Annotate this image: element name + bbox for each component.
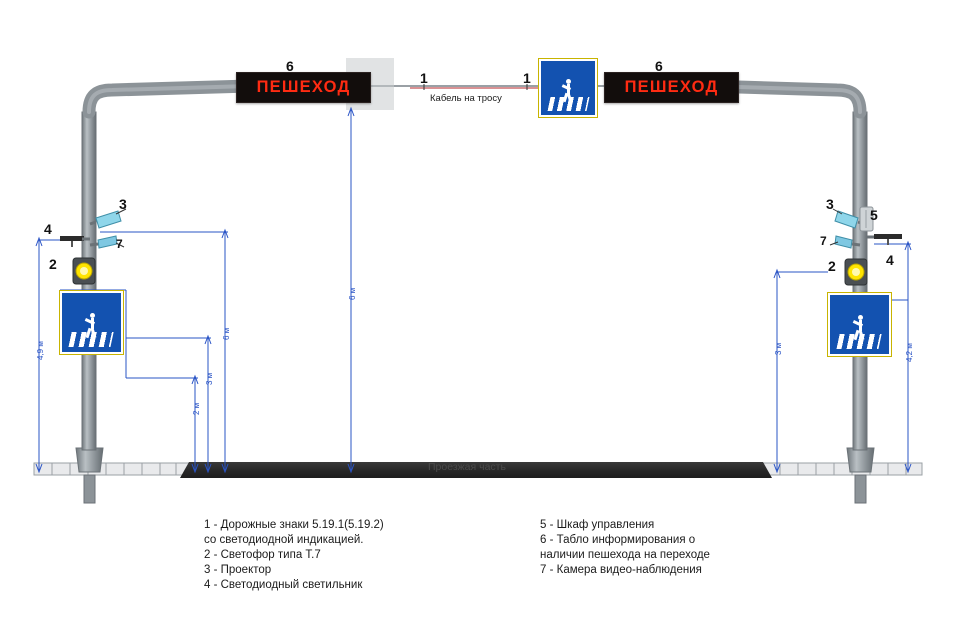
legend-left-column xyxy=(204,518,384,593)
callout-2-right: 2 xyxy=(828,258,836,274)
legend-item-3: 3 - Проектор xyxy=(204,564,272,576)
legend-item-6: 6 - Табло информирования о xyxy=(540,534,696,546)
callout-7-right: 7 xyxy=(820,234,827,248)
dim-left-2m: 2 м xyxy=(192,402,201,415)
legend-item-5: 5 - Шкаф управления xyxy=(540,519,655,531)
pedestrian-sign-right xyxy=(827,292,892,357)
info-board-right-text: ПЕШЕХОД xyxy=(624,78,719,96)
callout-3-right: 3 xyxy=(826,196,834,212)
legend-item-2: 2 - Светофор типа Т.7 xyxy=(204,549,321,561)
callout-6-right: 6 xyxy=(655,58,663,74)
dim-center-6m: 6 м xyxy=(348,287,357,300)
dim-left-4-9m: 4,9 м xyxy=(36,341,45,360)
dim-right-3m: 3 м xyxy=(774,342,783,355)
traffic-signal-right xyxy=(845,259,867,285)
callout-1-right: 1 xyxy=(523,70,531,86)
dim-left-3m: 3 м xyxy=(205,372,214,385)
legend-item-1: 1 - Дорожные знаки 5.19.1(5.19.2) xyxy=(204,519,384,531)
callout-4-right: 4 xyxy=(886,252,894,268)
callout-3-left: 3 xyxy=(119,196,127,212)
pedestrian-sign-overhead xyxy=(538,58,598,118)
callout-7-left: 7 xyxy=(116,237,123,251)
legend-item-7: 7 - Камера видео-наблюдения xyxy=(540,564,702,576)
traffic-signal-left xyxy=(73,258,95,284)
callout-6-left: 6 xyxy=(286,58,294,74)
dim-right-4-2m: 4,2 м xyxy=(905,343,914,362)
info-board-left xyxy=(236,72,371,103)
legend-right-column xyxy=(540,518,710,578)
legend-item-4: 4 - Светодиодный светильник xyxy=(204,579,363,591)
dim-left-6m: 6 м xyxy=(222,327,231,340)
dimension-right-group xyxy=(774,242,911,472)
info-board-left-text: ПЕШЕХОД xyxy=(256,78,351,96)
luminaire-right xyxy=(867,234,902,245)
sidewalk-right xyxy=(762,463,922,475)
callout-leaders xyxy=(116,84,842,247)
legend-item-1-cont: со светодиодной индикацией. xyxy=(204,534,364,546)
roadway-label: Проезжая часть xyxy=(428,461,506,473)
cable-label: Кабель на тросу xyxy=(430,93,502,104)
info-board-right xyxy=(604,72,739,103)
callout-2-left: 2 xyxy=(49,256,57,272)
legend-item-6-cont: наличии пешехода на переходе xyxy=(540,549,710,561)
callout-4-left: 4 xyxy=(44,221,52,237)
callout-5-right: 5 xyxy=(870,207,878,223)
callout-1-left: 1 xyxy=(420,70,428,86)
pedestrian-sign-left xyxy=(59,290,124,355)
sidewalk-left xyxy=(34,463,189,475)
